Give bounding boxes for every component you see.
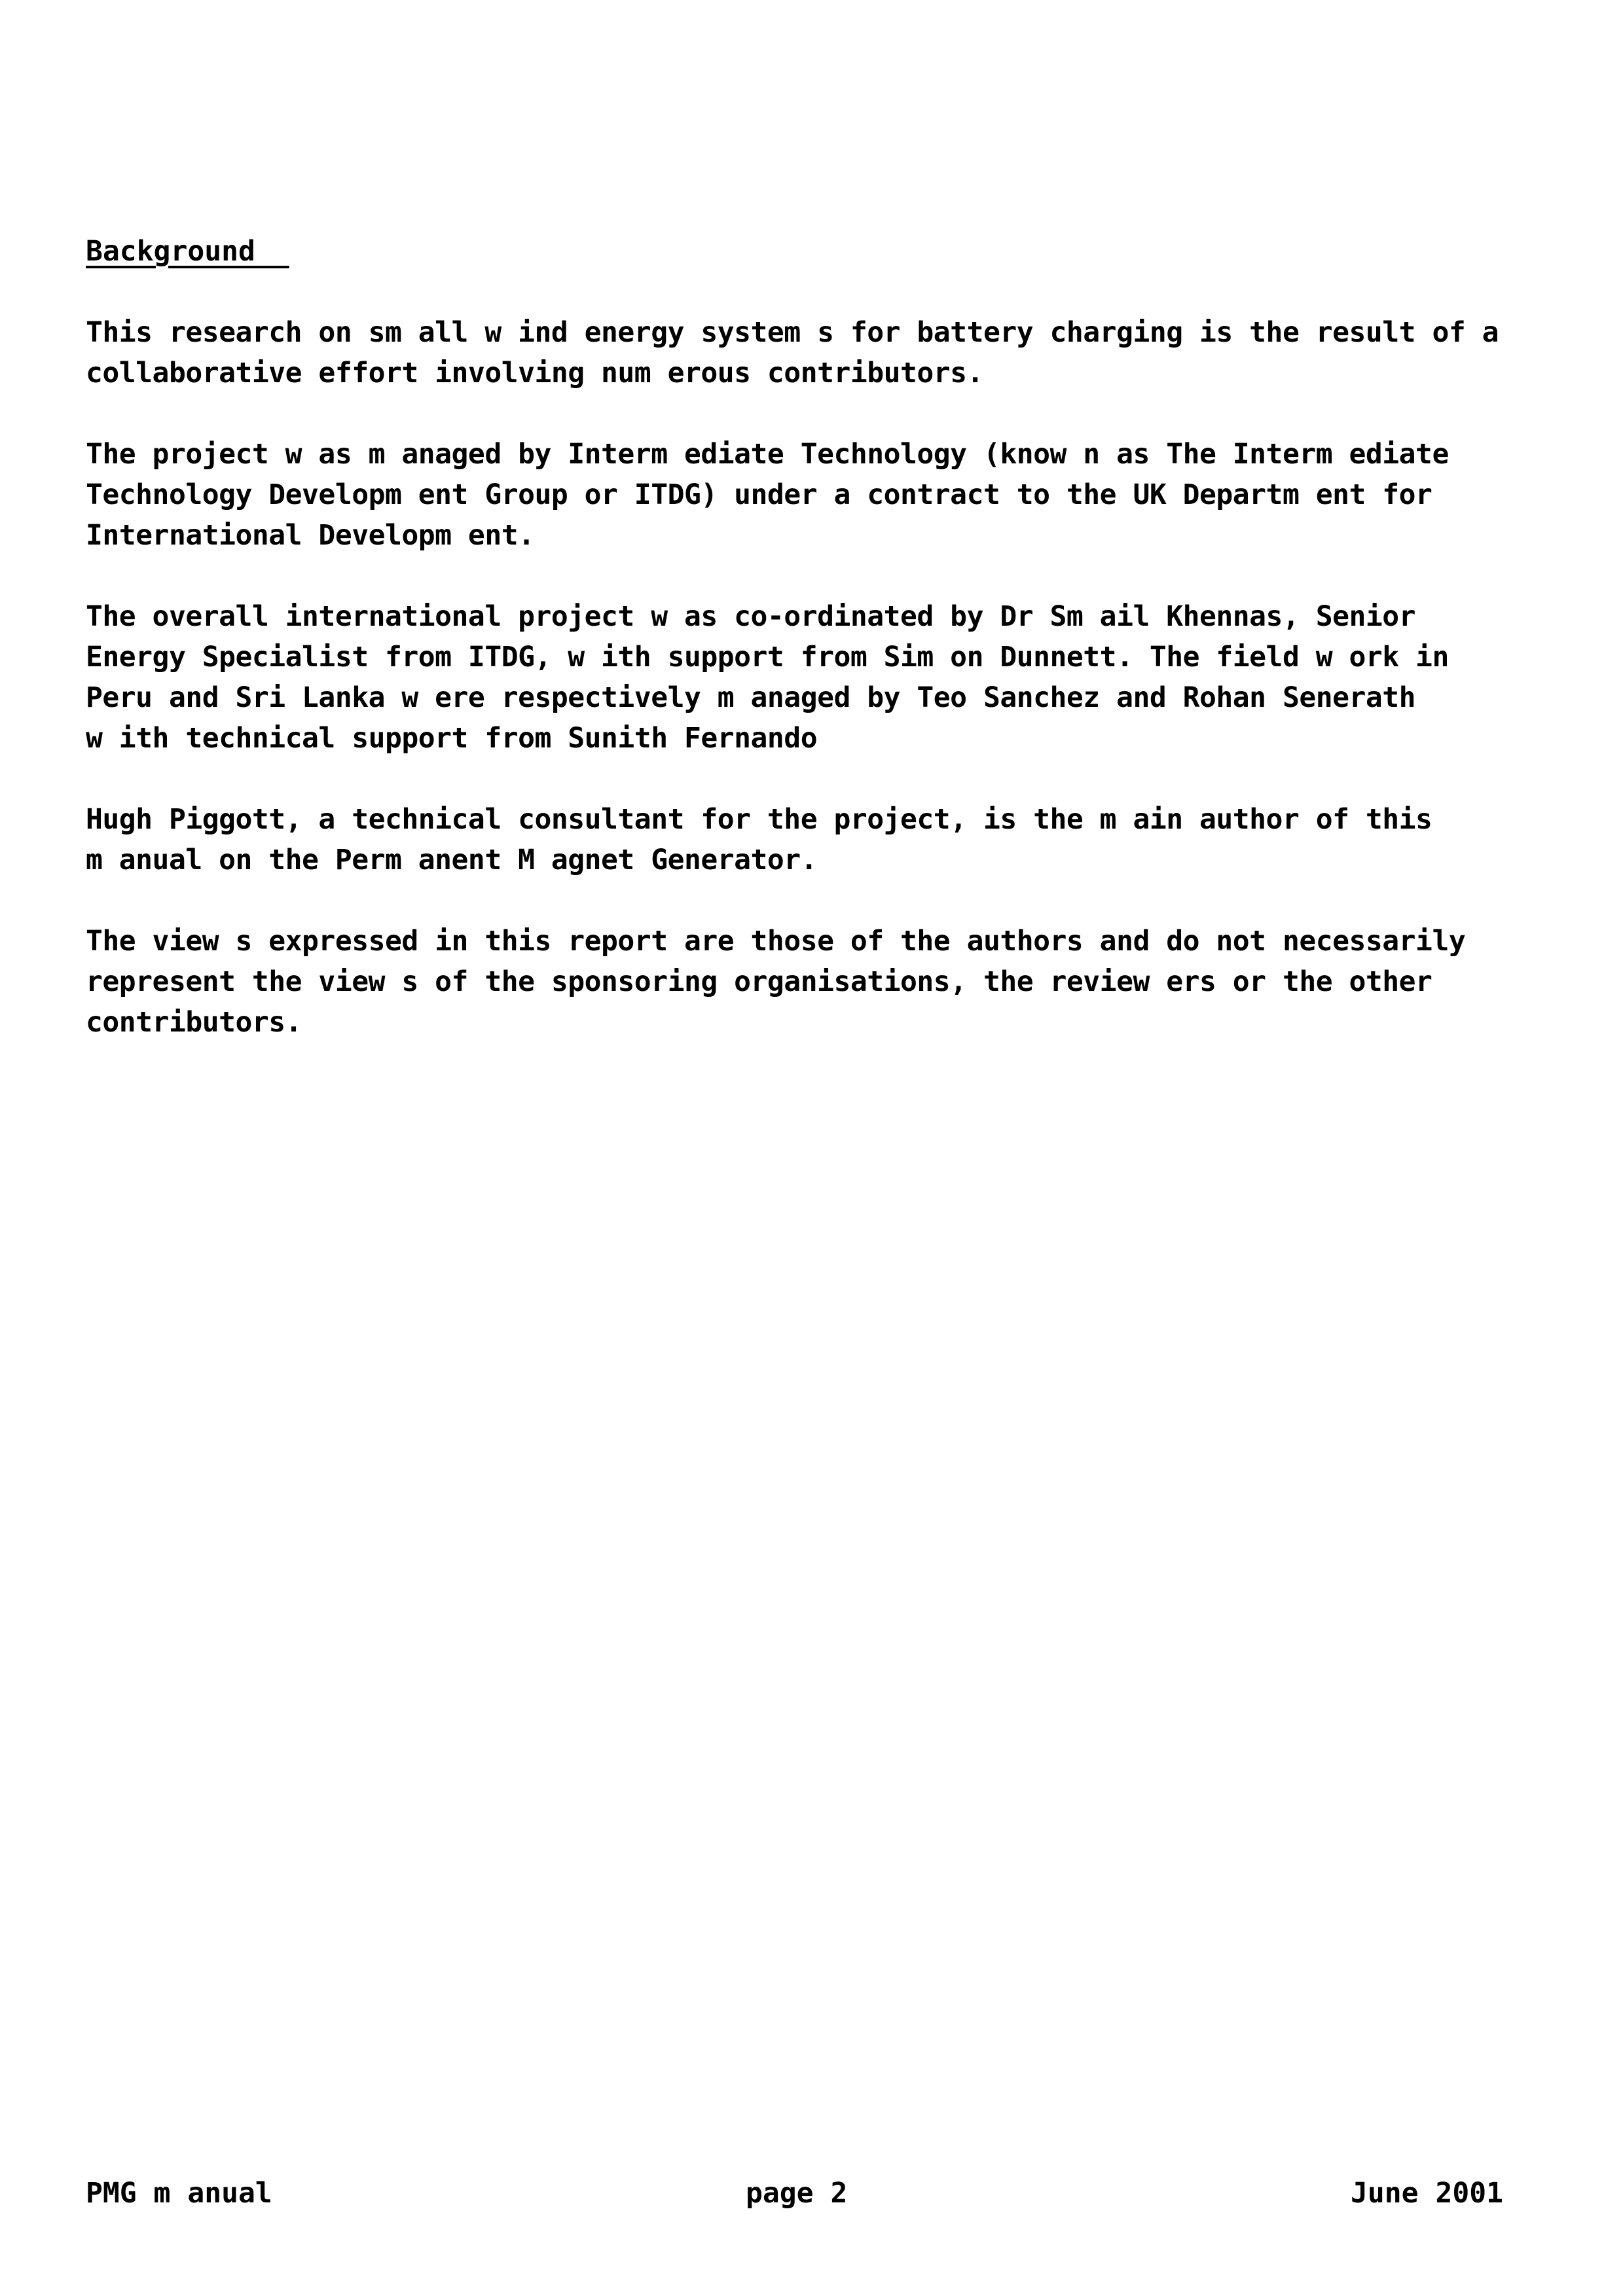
- page-content: [86, 231, 1533, 1083]
- paragraph: The view s expressed in this report are those of the authors and do not necessarily represent the view s of the sponsoring organisations, the review ers or the other contributors.: [86, 925, 1466, 1039]
- paragraph: Hugh Piggott, a technical consultant for the project, is the m ain author of this m anual on the Perm anent M agnet Generator.: [86, 803, 1432, 876]
- footer-document-title: PMG m anual: [86, 2177, 272, 2210]
- footer-page-number: page 2: [746, 2177, 848, 2210]
- paragraph: The overall international project w as co-ordinated by Dr Sm ail Khennas, Senior Energy Specialist from ITDG, w ith support from Sim on Dunnett. The field w ork in Peru and Sri Lanka w ere respectively m anaged by Teo Sanchez and Rohan Senerath w ith technical support from Sunith Fernando: [86, 600, 1449, 755]
- footer-date: June 2001: [1351, 2177, 1503, 2210]
- paragraph: The project w as m anaged by Interm ediate Technology (know n as The Interm ediate Technology Developm ent Group or ITDG) under a contract to the UK Departm ent for International Developm ent.: [86, 438, 1449, 552]
- page-footer: [86, 2173, 1503, 2214]
- paragraph: This research on sm all w ind energy system s for battery charging is the result of a collaborative effort involving num erous contributors.: [86, 316, 1499, 389]
- section-heading: Background: [86, 235, 289, 268]
